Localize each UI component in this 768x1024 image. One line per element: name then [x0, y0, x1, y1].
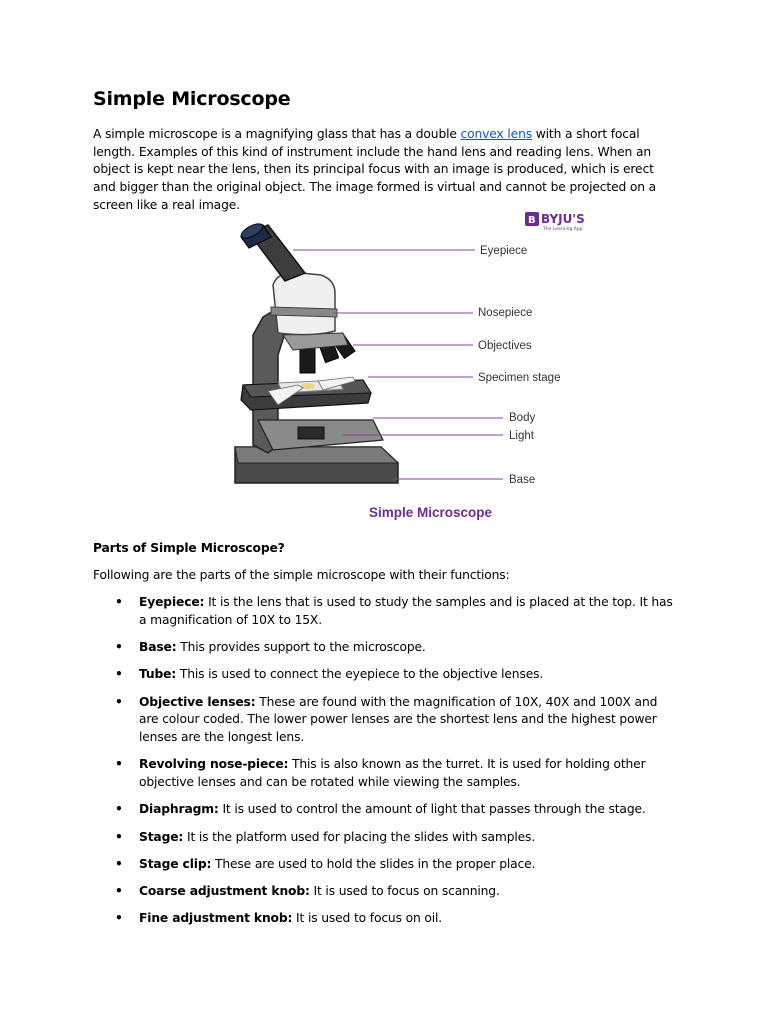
svg-text:B: B	[528, 215, 536, 226]
label-eyepiece: Eyepiece	[480, 245, 528, 257]
byjus-logo	[525, 212, 585, 232]
part-desc: It is used to focus on scanning.	[309, 884, 500, 899]
parts-lead: Following are the parts of the simple microscope with their functions:	[93, 568, 510, 582]
label-light: Light	[509, 430, 534, 442]
bullet: •	[115, 856, 123, 871]
page-title: Simple Microscope	[93, 88, 291, 110]
bullet: •	[115, 884, 123, 899]
list-item	[93, 801, 678, 819]
list-item	[93, 666, 678, 684]
bullet: •	[115, 829, 123, 844]
part-term: Stage:	[139, 829, 184, 844]
bullet: •	[115, 595, 123, 609]
part-desc: This provides support to the microscope.	[176, 640, 426, 654]
microscope-figure	[223, 205, 603, 530]
list-item	[93, 856, 678, 874]
label-base: Base	[509, 474, 536, 486]
list-item	[93, 639, 678, 657]
part-desc: It is the platform used for placing the slides with samples.	[183, 829, 536, 844]
bullet: •	[115, 667, 123, 682]
bullet: •	[115, 694, 123, 709]
part-desc: This is used to connect the eyepiece to the objective lenses.	[176, 667, 544, 682]
part-term: Tube:	[139, 667, 177, 682]
intro-text-after: with a short focal length. Examples of this kind of instrument include the hand lens and reading lens. When an object is kept near the lens, then its principal focus with an image is produced, which is erect and bigger than the original object. The image formed is virtual and cannot be projected on a screen like a real image.	[93, 127, 657, 212]
list-item	[93, 756, 678, 791]
list-item	[93, 694, 678, 747]
label-nosepiece: Nosepiece	[478, 307, 533, 319]
intro-text-before: A simple microscope is a magnifying glass that has a double	[93, 127, 461, 141]
label-body: Body	[509, 412, 536, 424]
part-term: Objective lenses:	[139, 694, 256, 709]
parts-heading: Parts of Simple Microscope?	[93, 541, 285, 555]
part-term: Coarse adjustment knob:	[139, 884, 310, 899]
bullet: •	[115, 640, 123, 654]
part-desc: It is the lens that is used to study the samples and is placed at the top. It has a magnification of 10X to 15X.	[139, 595, 673, 627]
part-term: Base:	[139, 640, 177, 654]
part-term: Diaphragm:	[139, 802, 219, 817]
part-desc: These are found with the magnification of 10X, 40X and 100X and are colour coded. The lower power lenses are the shortest lens and the highest power lenses are the longest lens.	[139, 694, 658, 744]
part-desc: It is used to control the amount of light that passes through the stage.	[218, 802, 646, 817]
convex-lens-link[interactable]: convex lens	[460, 127, 532, 141]
part-term: Eyepiece:	[139, 595, 205, 609]
list-item	[93, 883, 678, 901]
figure-caption: Simple Microscope	[369, 505, 493, 520]
list-item	[93, 594, 678, 629]
intro-paragraph	[93, 126, 678, 215]
part-term: Stage clip:	[139, 856, 212, 871]
bullet: •	[115, 911, 123, 926]
logo-subtext: The Learning App	[543, 227, 583, 232]
part-term: Fine adjustment knob:	[139, 911, 293, 926]
part-desc: This is also known as the turret. It is used for holding other objective lenses and can be rotated while viewing the samples.	[139, 757, 646, 789]
part-term: Revolving nose-piece:	[139, 757, 289, 772]
microscope-diagram	[223, 205, 603, 530]
parts-list	[93, 594, 678, 938]
bullet: •	[115, 802, 123, 817]
list-item	[93, 829, 678, 847]
bullet: •	[115, 757, 123, 772]
label-objectives: Objectives	[478, 340, 532, 352]
part-desc: These are used to hold the slides in the proper place.	[211, 856, 536, 871]
logo-text: BYJU'S	[541, 212, 585, 226]
list-item	[93, 910, 678, 928]
part-desc: It is used to focus on oil.	[292, 911, 443, 926]
label-specimen-stage: Specimen stage	[478, 372, 561, 384]
